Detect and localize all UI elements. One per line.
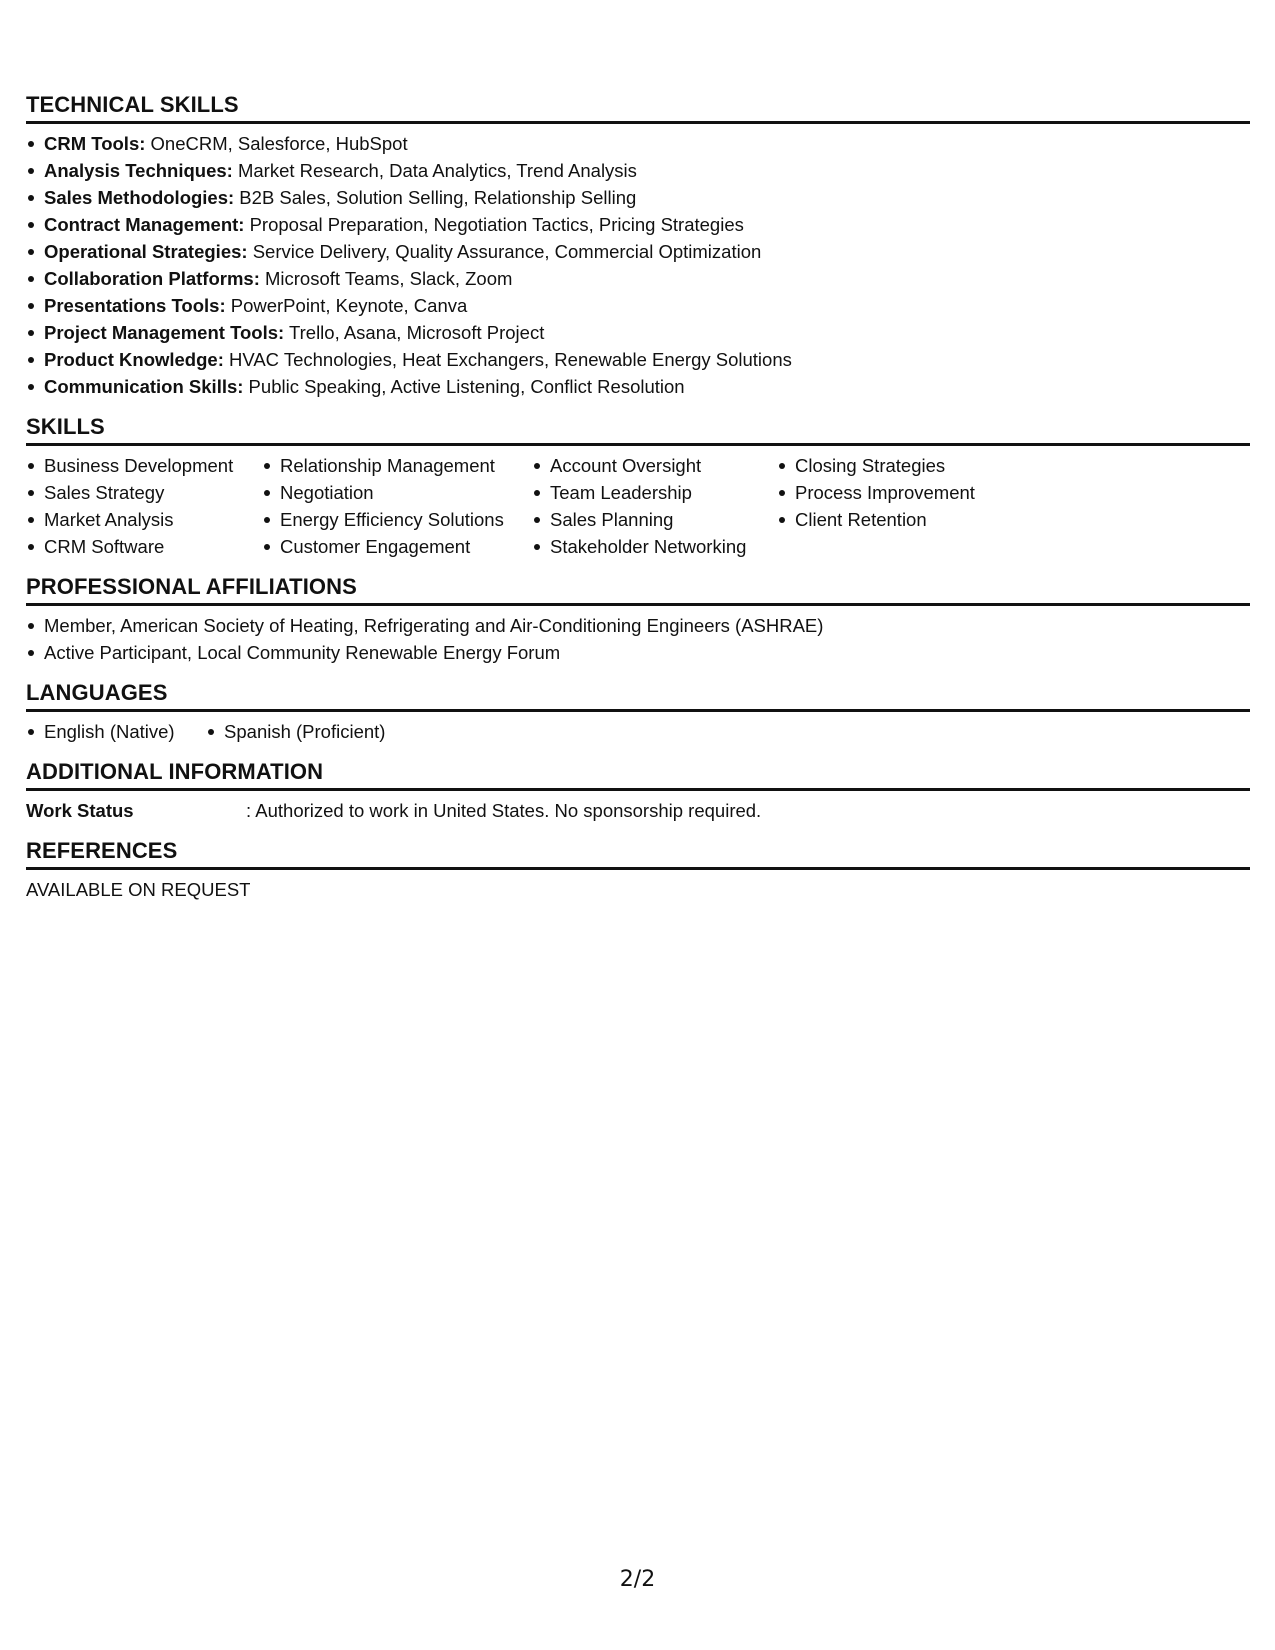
item-value: PowerPoint, Keynote, Canva (225, 295, 468, 316)
item-label: Analysis Techniques: (44, 160, 233, 181)
item-label: Product Knowledge: (44, 349, 224, 370)
item-label: Communication Skills: (44, 376, 244, 397)
item-value: Service Delivery, Quality Assurance, Commercial Optimization (247, 241, 762, 262)
affiliations-section (26, 574, 1250, 666)
section-title-affiliations: PROFESSIONAL AFFILIATIONS (26, 574, 1250, 606)
references-section (26, 838, 1250, 903)
list-item (26, 319, 1250, 346)
list-item (26, 238, 1250, 265)
list-item: Energy Efficiency Solutions (262, 506, 532, 533)
item-label: CRM Tools: (44, 133, 146, 154)
skills-section (26, 414, 1250, 560)
list-item: Active Participant, Local Community Renewable Energy Forum (26, 639, 1250, 666)
list-item (26, 157, 1250, 184)
references-text: AVAILABLE ON REQUEST (26, 879, 251, 900)
item-label: Project Management Tools: (44, 322, 285, 343)
list-item: Negotiation (262, 479, 532, 506)
list-item (26, 184, 1250, 211)
item-value: Market Research, Data Analytics, Trend Analysis (232, 160, 637, 181)
item-label: Sales Methodologies: (44, 187, 235, 208)
list-item: Customer Engagement (262, 533, 532, 560)
work-status-label: Work Status (26, 800, 134, 821)
technical-skills-list (26, 130, 1250, 400)
languages-list (26, 718, 385, 745)
item-value: Public Speaking, Active Listening, Conflict Resolution (243, 376, 685, 397)
additional-information-section (26, 759, 1250, 824)
languages-section (26, 680, 1250, 745)
list-item: Stakeholder Networking (532, 533, 777, 560)
work-status-row (26, 797, 1250, 824)
skills-column-1 (26, 452, 262, 560)
work-status-value: : Authorized to work in United States. No sponsorship required. (246, 800, 762, 821)
page-number: 2/2 (619, 1567, 656, 1592)
list-item (26, 130, 1250, 157)
section-title-technical-skills: TECHNICAL SKILLS (26, 92, 1250, 124)
item-value: OneCRM, Salesforce, HubSpot (145, 133, 408, 154)
section-title-references: REFERENCES (26, 838, 1250, 870)
list-item: CRM Software (26, 533, 262, 560)
list-item (26, 346, 1250, 373)
list-item: Member, American Society of Heating, Refrigerating and Air-Conditioning Engineers (ASHRAE) (26, 612, 1250, 639)
item-value: B2B Sales, Solution Selling, Relationship Selling (234, 187, 637, 208)
item-value: HVAC Technologies, Heat Exchangers, Renewable Energy Solutions (223, 349, 792, 370)
section-title-skills: SKILLS (26, 414, 1250, 446)
item-label: Operational Strategies: (44, 241, 248, 262)
item-value: Microsoft Teams, Slack, Zoom (259, 268, 513, 289)
list-item: Team Leadership (532, 479, 777, 506)
skills-column-3 (532, 452, 777, 560)
languages-row (26, 718, 1250, 745)
list-item: Sales Planning (532, 506, 777, 533)
affiliations-list (26, 612, 1250, 666)
list-item: English (Native) (26, 718, 175, 745)
list-item (26, 211, 1250, 238)
list-item (26, 292, 1250, 319)
technical-skills-section (26, 92, 1250, 400)
list-item: Process Improvement (777, 479, 1037, 506)
section-title-languages: LANGUAGES (26, 680, 1250, 712)
item-label: Collaboration Platforms: (44, 268, 260, 289)
item-label: Contract Management: (44, 214, 245, 235)
item-value: Trello, Asana, Microsoft Project (284, 322, 545, 343)
skills-column-2 (262, 452, 532, 560)
list-item: Business Development (26, 452, 262, 479)
section-title-additional-information: ADDITIONAL INFORMATION (26, 759, 1250, 791)
skills-grid (26, 452, 1250, 560)
list-item (26, 265, 1250, 292)
list-item: Spanish (Proficient) (206, 718, 385, 745)
list-item: Relationship Management (262, 452, 532, 479)
item-value: Proposal Preparation, Negotiation Tactics, Pricing Strategies (244, 214, 744, 235)
item-label: Presentations Tools: (44, 295, 226, 316)
list-item: Closing Strategies (777, 452, 1037, 479)
list-item: Client Retention (777, 506, 1037, 533)
list-item: Market Analysis (26, 506, 262, 533)
list-item: Sales Strategy (26, 479, 262, 506)
resume-page (26, 92, 1250, 903)
list-item (26, 373, 1250, 400)
list-item: Account Oversight (532, 452, 777, 479)
skills-column-4 (777, 452, 1037, 560)
